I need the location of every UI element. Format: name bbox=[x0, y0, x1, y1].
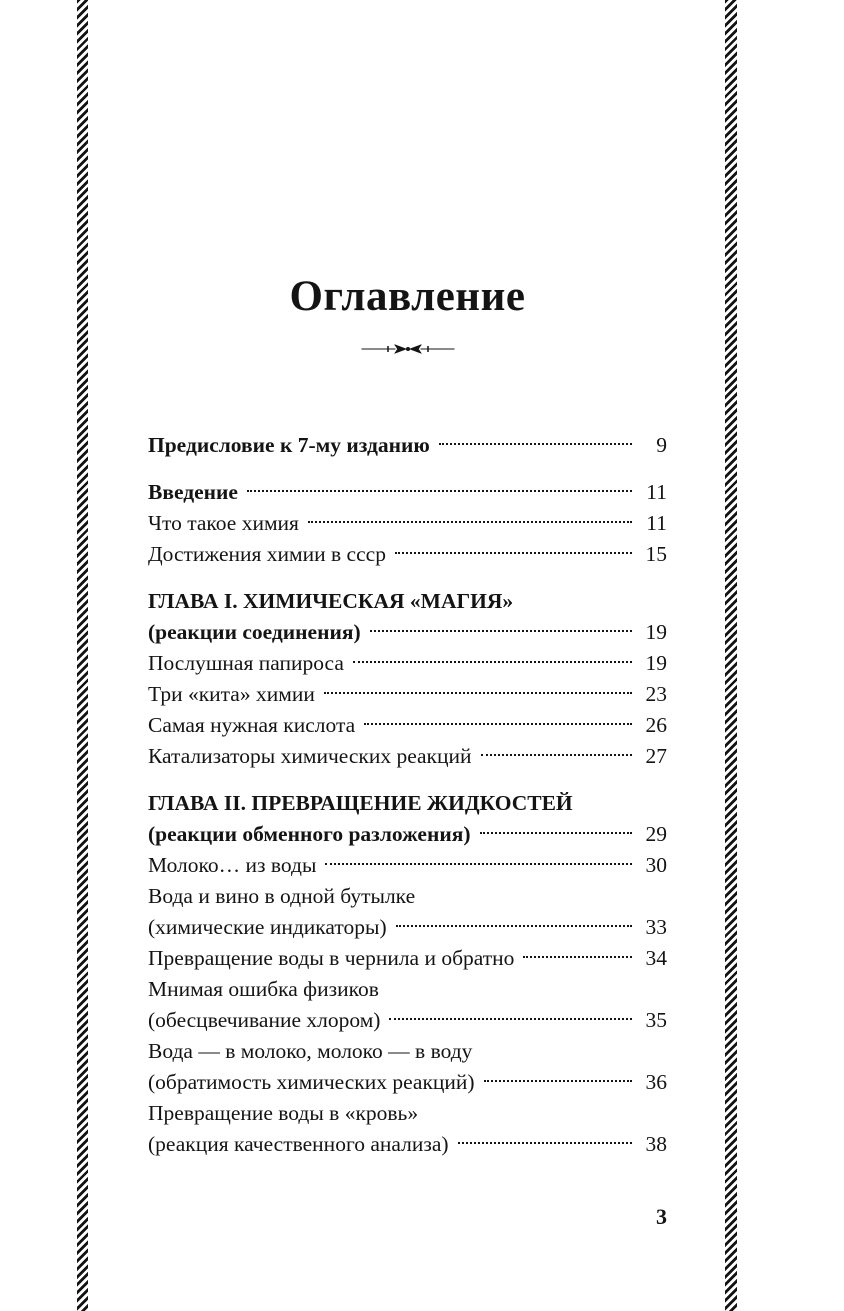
toc-entry-title: (реакции соединения) bbox=[148, 620, 361, 644]
folio-page-number: 3 bbox=[656, 1204, 667, 1229]
toc-entry-title: Послушная папироса bbox=[148, 651, 344, 675]
toc-entry-line bbox=[148, 819, 667, 850]
toc-entry-title: (реакция качественного анализа) bbox=[148, 1132, 449, 1156]
toc-entry-title: Вода и вино в одной бутылке bbox=[148, 884, 416, 908]
toc-entry-title: ГЛАВА II. ПРЕВРАЩЕНИЕ ЖИДКОСТЕЙ bbox=[148, 791, 573, 815]
toc-page-number: 33 bbox=[645, 915, 667, 939]
toc-group bbox=[148, 477, 667, 570]
toc-entry-line bbox=[148, 477, 667, 508]
toc-page-number: 9 bbox=[656, 433, 667, 457]
toc-group bbox=[148, 430, 667, 461]
toc-entry-title: ГЛАВА I. ХИМИЧЕСКАЯ «МАГИЯ» bbox=[148, 589, 514, 613]
toc-entry-title: Мнимая ошибка физиков bbox=[148, 977, 379, 1001]
toc-entry-title: Молоко… из воды bbox=[148, 853, 317, 877]
toc-entry-line bbox=[148, 974, 667, 1005]
toc-page-number: 38 bbox=[645, 1132, 667, 1156]
toc-entry-line bbox=[148, 430, 667, 461]
toc-entry-line bbox=[148, 617, 667, 648]
toc-entry-line bbox=[148, 1036, 667, 1067]
toc-list bbox=[148, 430, 667, 1160]
toc-entry-title: Самая нужная кислота bbox=[148, 713, 356, 737]
toc-entry-title: Вода — в молоко, молоко — в воду bbox=[148, 1039, 473, 1063]
toc-entry-line bbox=[148, 850, 667, 881]
toc-entry-title: Превращение воды в «кровь» bbox=[148, 1101, 419, 1125]
toc-page-number: 11 bbox=[646, 480, 667, 504]
toc-entry-line bbox=[148, 508, 667, 539]
toc-entry-line bbox=[148, 881, 667, 912]
toc-page-number: 15 bbox=[645, 542, 667, 566]
toc-entry-line bbox=[148, 539, 667, 570]
toc-entry-line bbox=[148, 943, 667, 974]
toc-entry-line bbox=[148, 912, 667, 943]
toc-page-number: 35 bbox=[645, 1008, 667, 1032]
toc-entry-line bbox=[148, 1129, 667, 1160]
toc-page-number: 34 bbox=[645, 946, 667, 970]
toc-entry-title: (обратимость химических реакций) bbox=[148, 1070, 475, 1094]
toc-page-number: 36 bbox=[645, 1070, 667, 1094]
divider-ornament bbox=[148, 342, 667, 360]
toc-group bbox=[148, 788, 667, 1160]
toc-entry-line bbox=[148, 741, 667, 772]
toc-page-number: 26 bbox=[645, 713, 667, 737]
toc-entry-title: Введение bbox=[148, 480, 238, 504]
toc-entry-line bbox=[148, 1067, 667, 1098]
toc-page-number: 30 bbox=[645, 853, 667, 877]
toc-entry-line bbox=[148, 1005, 667, 1036]
toc-entry-line bbox=[148, 788, 667, 819]
toc-entry-line bbox=[148, 679, 667, 710]
toc-entry-line bbox=[148, 648, 667, 679]
toc-entry-title: Превращение воды в чернила и обратно bbox=[148, 946, 515, 970]
arrows-to-center-divider-icon bbox=[360, 342, 456, 356]
toc-entry-title: (химические индикаторы) bbox=[148, 915, 387, 939]
toc-entry-title: Три «кита» химии bbox=[148, 682, 315, 706]
toc-entry-line bbox=[148, 1098, 667, 1129]
left-hatch-border bbox=[77, 0, 88, 1311]
toc-page-number: 11 bbox=[646, 511, 667, 535]
toc-entry-title: Достижения химии в ссср bbox=[148, 542, 386, 566]
toc-entry-title: Что такое химия bbox=[148, 511, 299, 535]
toc-entry-title: Предисловие к 7-му изданию bbox=[148, 433, 430, 457]
toc-page-number: 29 bbox=[645, 822, 667, 846]
toc-entry-title: (реакции обменного разложения) bbox=[148, 822, 471, 846]
toc-page-number: 19 bbox=[645, 651, 667, 675]
toc-entry-title: (обесцвечивание хлором) bbox=[148, 1008, 381, 1032]
page-title: Оглавление bbox=[289, 272, 526, 320]
toc-entry-line bbox=[148, 586, 667, 617]
toc-group bbox=[148, 586, 667, 772]
toc-entry-title: Катализаторы химических реакций bbox=[148, 744, 472, 768]
toc-entry-line bbox=[148, 710, 667, 741]
toc-page-number: 27 bbox=[645, 744, 667, 768]
toc-page-number: 23 bbox=[645, 682, 667, 706]
right-hatch-border bbox=[725, 0, 737, 1311]
toc-page-number: 19 bbox=[645, 620, 667, 644]
